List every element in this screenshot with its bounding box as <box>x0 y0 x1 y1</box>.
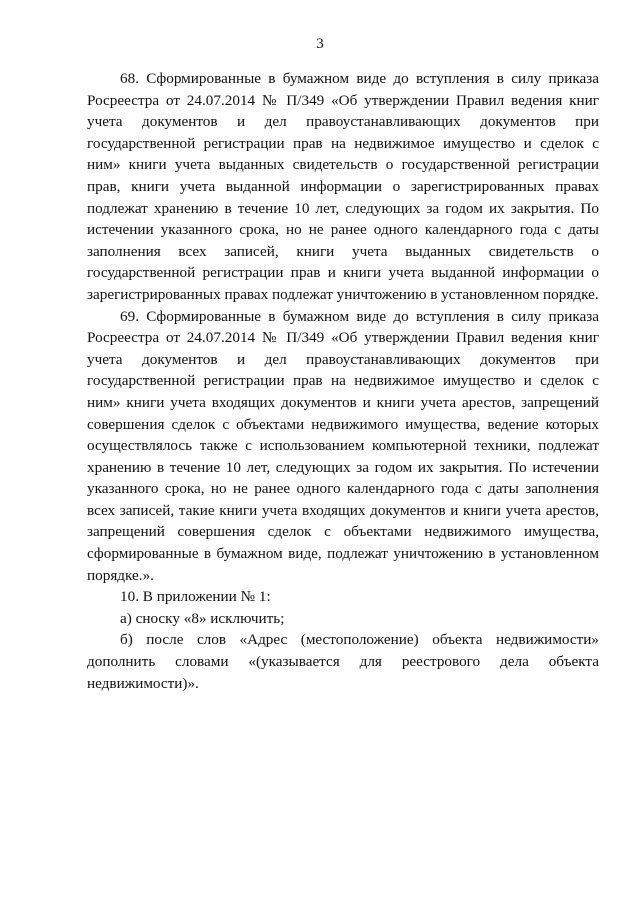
paragraph-subitem-b: б) после слов «Адрес (местоположение) объекта недвижимости» дополнить словами «(указывается для реестрового дела объекта недвижимости)». <box>87 631 599 692</box>
paragraph-69: 69. Сформированные в бумажном виде до вступления в силу приказа Росреестра от 24.07.2014 № П/349 «Об утверждении Правил ведения книг учета документов и дел правоустанавливающих документов при государственной регистрации прав на недвижимое имущество и сделок с ним» книги учета входящих документов и книги учета арестов, запрещений совершения сделок с объектами недвижимого имущества, ведение которых осуществлялось также с использованием компьютерной техники, подлежат хранению в течение 10 лет, следующих за годом их закрытия. По истечении указанного срока, но не ранее одного календарного года с даты заполнения всех записей, такие книги учета входящих документов и книги учета арестов, запрещений совершения сделок с объектами недвижимого имущества, сформированные в бумажном виде, подлежат уничтожению в установленном порядке.». <box>87 307 599 584</box>
paragraph-subitem-a: а) сноску «8» исключить; <box>120 609 285 627</box>
paragraph-item-10: 10. В приложении № 1: <box>120 588 271 606</box>
document-body <box>87 68 599 694</box>
page-number: 3 <box>316 36 324 52</box>
paragraph-68: 68. Сформированные в бумажном виде до вступления в силу приказа Росреестра от 24.07.2014 № П/349 «Об утверждении Правил ведения книг учета документов и дел правоустанавливающих документов при государственной регистрации прав на недвижимое имущество и сделок с ним» книги учета выданных свидетельств о государственной регистрации прав, книги учета выданной информации о зарегистрированных правах подлежат хранению в течение 10 лет, следующих за годом их закрытия. По истечении указанного срока, но не ранее одного календарного года с даты заполнения всех записей, книги учета выданных свидетельств о государственной регистрации прав и книги учета выданной информации о зарегистрированных правах подлежат уничтожению в установленном порядке. <box>87 70 599 303</box>
